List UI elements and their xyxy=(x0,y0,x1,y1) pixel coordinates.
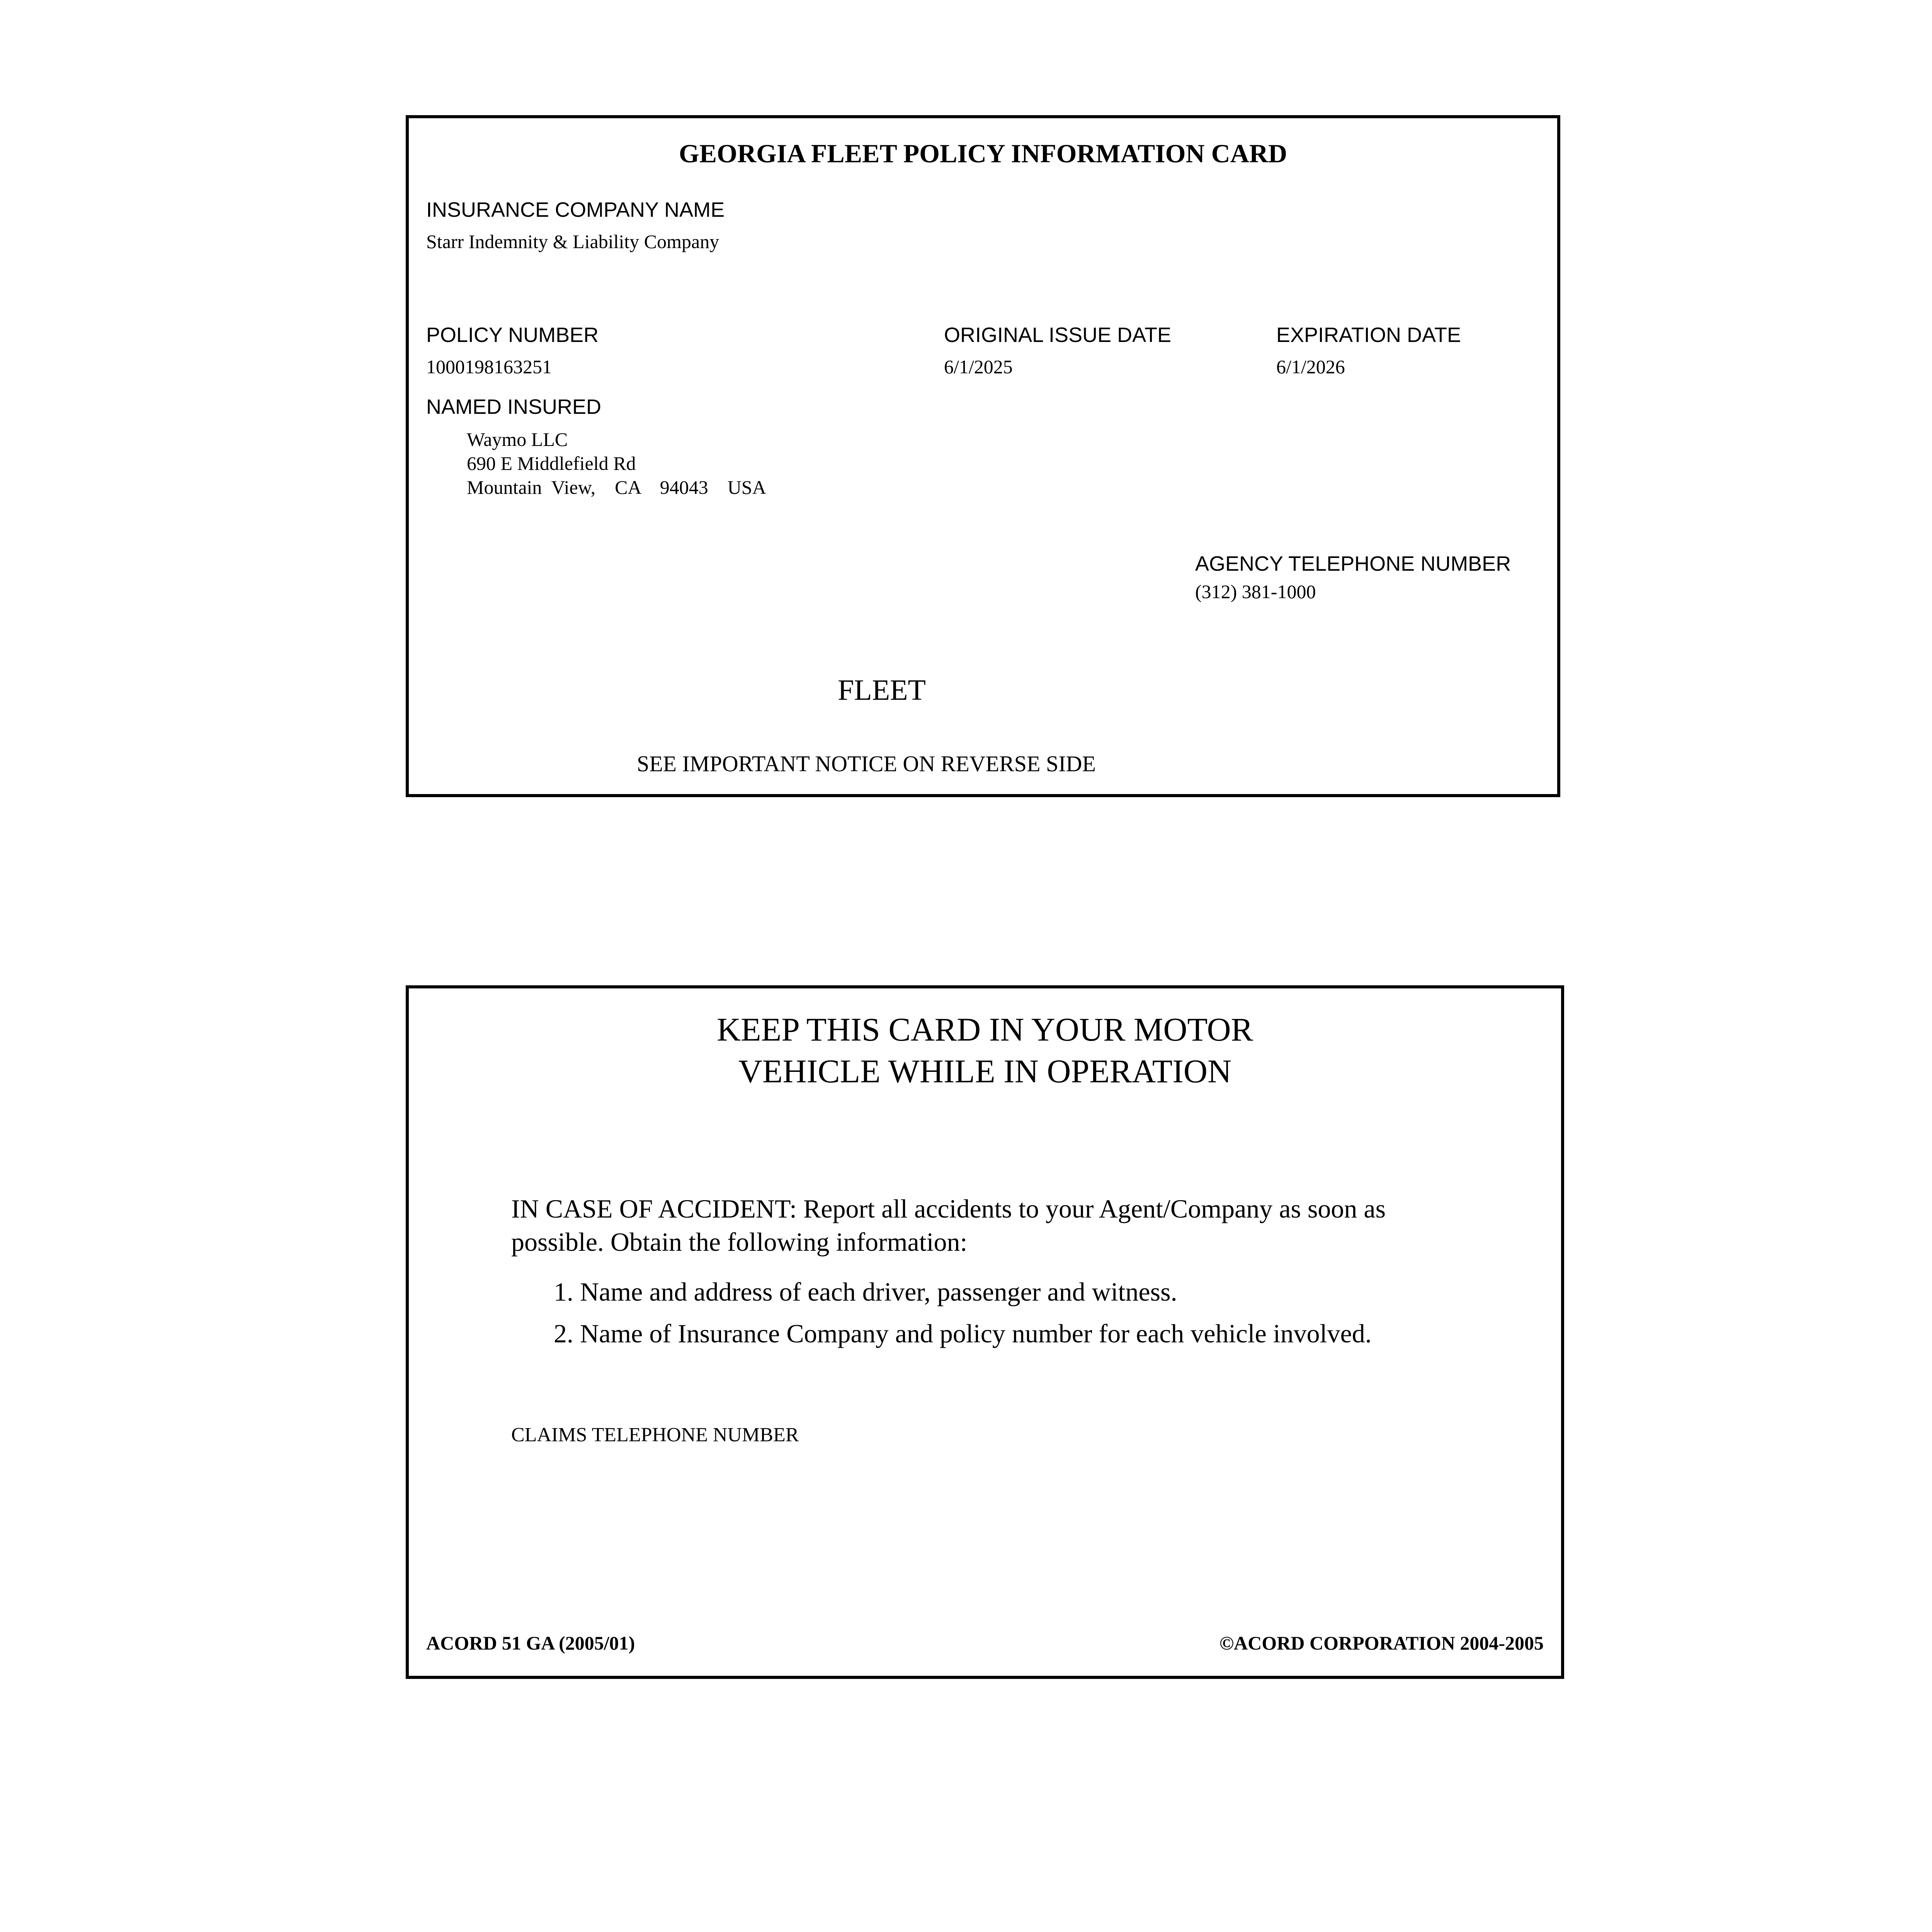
keep-card-title xyxy=(409,1009,1561,1092)
issue-date: 6/1/2025 xyxy=(944,356,1013,378)
expiration-date: 6/1/2026 xyxy=(1276,356,1345,378)
insurance-company-label: INSURANCE COMPANY NAME xyxy=(426,198,725,221)
form-id: ACORD 51 GA (2005/01) xyxy=(426,1632,635,1654)
claims-phone-label: CLAIMS TELEPHONE NUMBER xyxy=(511,1424,799,1446)
reverse-side-notice: SEE IMPORTANT NOTICE ON REVERSE SIDE xyxy=(637,751,1096,776)
expiration-date-label: EXPIRATION DATE xyxy=(1276,323,1461,347)
policy-card-back xyxy=(406,985,1564,1679)
issue-date-label: ORIGINAL ISSUE DATE xyxy=(944,323,1172,347)
instruction-item-2: 2. Name of Insurance Company and policy number for each vehicle involved. xyxy=(554,1319,1372,1348)
named-insured-label: NAMED INSURED xyxy=(426,395,602,418)
copyright: ©ACORD CORPORATION 2004-2005 xyxy=(1219,1632,1544,1654)
accident-instructions: IN CASE OF ACCIDENT: Report all accidents to your Agent/Company as soon as possible. Obtain the following information: xyxy=(511,1194,1386,1257)
keep-card-title-line1: KEEP THIS CARD IN YOUR MOTOR xyxy=(716,1011,1253,1048)
instruction-item-1: 1. Name and address of each driver, passenger and witness. xyxy=(554,1277,1177,1306)
insured-address xyxy=(467,427,766,499)
card-title: GEORGIA FLEET POLICY INFORMATION CARD xyxy=(679,139,1287,168)
keep-card-title-line2: VEHICLE WHILE IN OPERATION xyxy=(738,1053,1232,1090)
insured-street: 690 E Middlefield Rd xyxy=(467,452,636,474)
insured-city-line: Mountain View, CA 94043 USA xyxy=(467,476,766,498)
policy-number: 1000198163251 xyxy=(426,356,552,378)
agency-phone-label: AGENCY TELEPHONE NUMBER xyxy=(1195,552,1511,575)
fleet-label: FLEET xyxy=(838,674,926,706)
policy-number-label: POLICY NUMBER xyxy=(426,323,599,347)
policy-card-front xyxy=(406,115,1560,797)
insured-name: Waymo LLC xyxy=(467,429,568,450)
agency-phone: (312) 381-1000 xyxy=(1195,581,1316,602)
insurance-company-name: Starr Indemnity & Liability Company xyxy=(426,231,719,252)
